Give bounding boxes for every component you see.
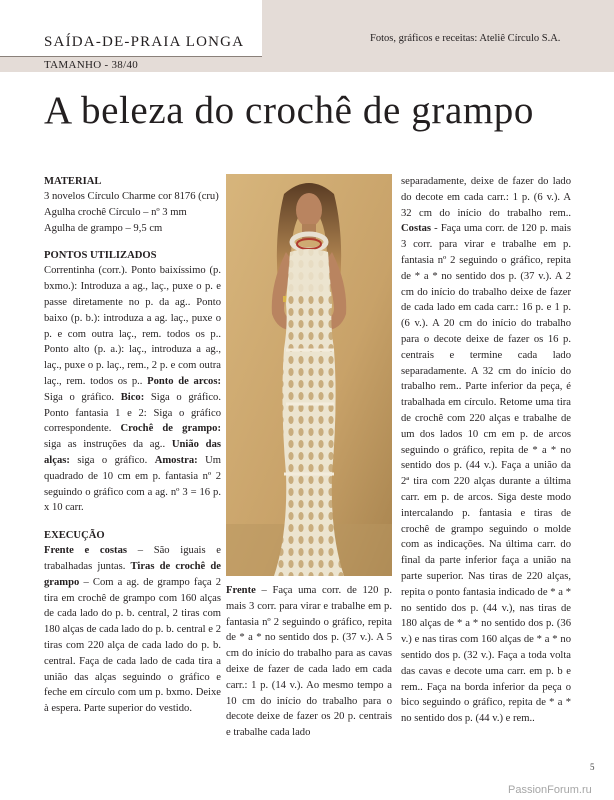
strips-label: Tiras de crochê de grampo [44, 560, 221, 588]
page-headline: A beleza do crochê de grampo [44, 89, 534, 132]
stitches-heading: PONTOS UTILIZADOS [44, 250, 157, 262]
edge-label: Bico: [120, 391, 145, 403]
page-number: 5 [590, 762, 595, 772]
front-paragraph [226, 583, 392, 741]
back-label: Costas [401, 223, 432, 235]
material-heading: MATERIAL [44, 176, 102, 187]
gauge-label: Amostra: [154, 454, 198, 466]
model-photo [226, 174, 392, 576]
strips-text: – Com a ag. de grampo faça 2 tira em crochê de grampo com 160 alças de cada lado do p. b. central, 2 tiras com 180 alças de cada lado do p. b. central e 2 tiras com 220 alça de cada lado do p. b. central. Faça de cada lado de cada tira a união das alças seguindo o gráfico e feche em círculo com um p. bxmo. Deixe à espera. Parte superior do vestido. [44, 576, 221, 715]
edge-text: Siga o gráfico. Ponto fantasia 1 e 2: Siga o gráfico correspondente. [44, 391, 221, 435]
execution-paragraph [44, 543, 221, 717]
execution-heading: EXECUÇÃO [44, 530, 105, 542]
hairpin-text: siga as instruções da ag.. [44, 439, 172, 451]
front-back-label: Frente e costas [44, 545, 127, 557]
left-column [44, 174, 221, 717]
model-photo-illustration [226, 174, 392, 576]
arcs-text: Siga o gráfico. [44, 391, 121, 403]
front-back-text: – São iguais e trabalhadas juntas. [44, 545, 221, 572]
gauge-text: Um quadrado de 10 cm em p. fantasia nº 2 seguindo o gráfico com a ag. nº 3 = 16 p. x 10 carr. [44, 454, 221, 514]
right-column [401, 174, 571, 727]
front-label: Frente [226, 585, 256, 596]
loops-join-text: siga o gráfico. [69, 454, 155, 466]
loops-join-label: União das alças: [44, 439, 221, 466]
section-kicker: SAÍDA-DE-PRAIA LONGA [44, 34, 245, 50]
watermark: PassionForum.ru [508, 784, 592, 796]
front-continued-text: separadamente, deixe de fazer do lado do decote em cada carr.: 1 p. (6 v.). A 32 cm do início do trabalho rem.. [401, 176, 571, 219]
material-item: Agulha crochê Círculo – nº 3 mm [44, 206, 187, 218]
arcs-label: Ponto de arcos: [147, 375, 221, 387]
back-paragraph [401, 174, 571, 727]
photo-credits: Fotos, gráficos e receitas: Ateliê Círculo S.A. [370, 33, 561, 44]
material-item: Agulha de grampo – 9,5 cm [44, 222, 163, 234]
hairpin-label: Crochê de grampo: [120, 423, 221, 435]
front-text: – Faça uma corr. de 120 p. mais 3 corr. para virar e trabalhe em p. fantasia nº 2 seguindo o gráfico, repita de * a * no sentido dos p. (37 v.). A 5 cm do início do trabalho para as cavas deixe de fazer de cada lado em cada carr.: 1 p. (14 v.). Ao mesmo tempo a 10 cm do início do trabalho para o decote deixe de fazer os 20 p. centrais e trabalhe cada lado [226, 585, 392, 739]
size-line: TAMANHO - 38/40 [44, 59, 139, 71]
stitches-paragraph [44, 263, 221, 516]
middle-column [226, 583, 392, 741]
header-divider [0, 56, 262, 57]
stitches-text: Correntinha (corr.). Ponto baixíssimo (p. bxmo.): Introduza a ag., laç., puxe o p. e passe diretamente no p. da ag.. Ponto baixo (p. b.): introduza a ag. laç., puxe o p. e com outra laç., rem. todos os p.. Ponto alto (p. a.): laç., introduza a ag., laç., puxe o p. laç., rem., 2 p. e com outra laç., rem. todos os p.. [44, 265, 221, 387]
material-item: 3 novelos Círculo Charme cor 8176 (cru) [44, 191, 219, 202]
back-text: - Faça uma corr. de 120 p. mais 3 corr. para virar e trabalhe em p. fantasia nº 2 seguindo o gráfico, repita de * a * no sentido dos p. (37 v.). A 2 cm do início do trabalho deixe de fazer de cada lado em cada carr.: 16 p. e 1 p. (6 v.). A 20 cm do início do trabalho para o decote deixe de fazer os 16 p. centrais e termine cada lado separadamente. A 32 cm do início do trabalho rem.. Parte inferior da peça, é trabalhada em círculo. Retome uma tira de crochê com 220 alças e trabalhe de um dos lados 10 cm em p. de arcos seguindo o gráfico, repita de * a * no sentido dos p. (44 v.). Faça a união da 2ª tira com 220 alças durante a última carr. em p. de arcos. Siga deste modo intercalando p. fantasia e tiras de crochê de grampo seguindo o molde com as indicações. Na última carr. do final da parte inferior faça a união na parte superior. Nas tiras de 220 alças, repita o ponto fantasia indicado de * a * no sentido dos p. (44 v.), nas tiras de 180 alças de * a * no sentido dos p. (36 v.) e nas tiras com 160 alças de * a * no sentido dos p. (32 v.). Faça a toda volta das cavas e decote uma carr. em p. b e rem.. Faça na borda inferior da peça o bico seguindo o gráfico, repita de * a * no sentido dos p. (44 v.) e rem.. [401, 223, 571, 725]
